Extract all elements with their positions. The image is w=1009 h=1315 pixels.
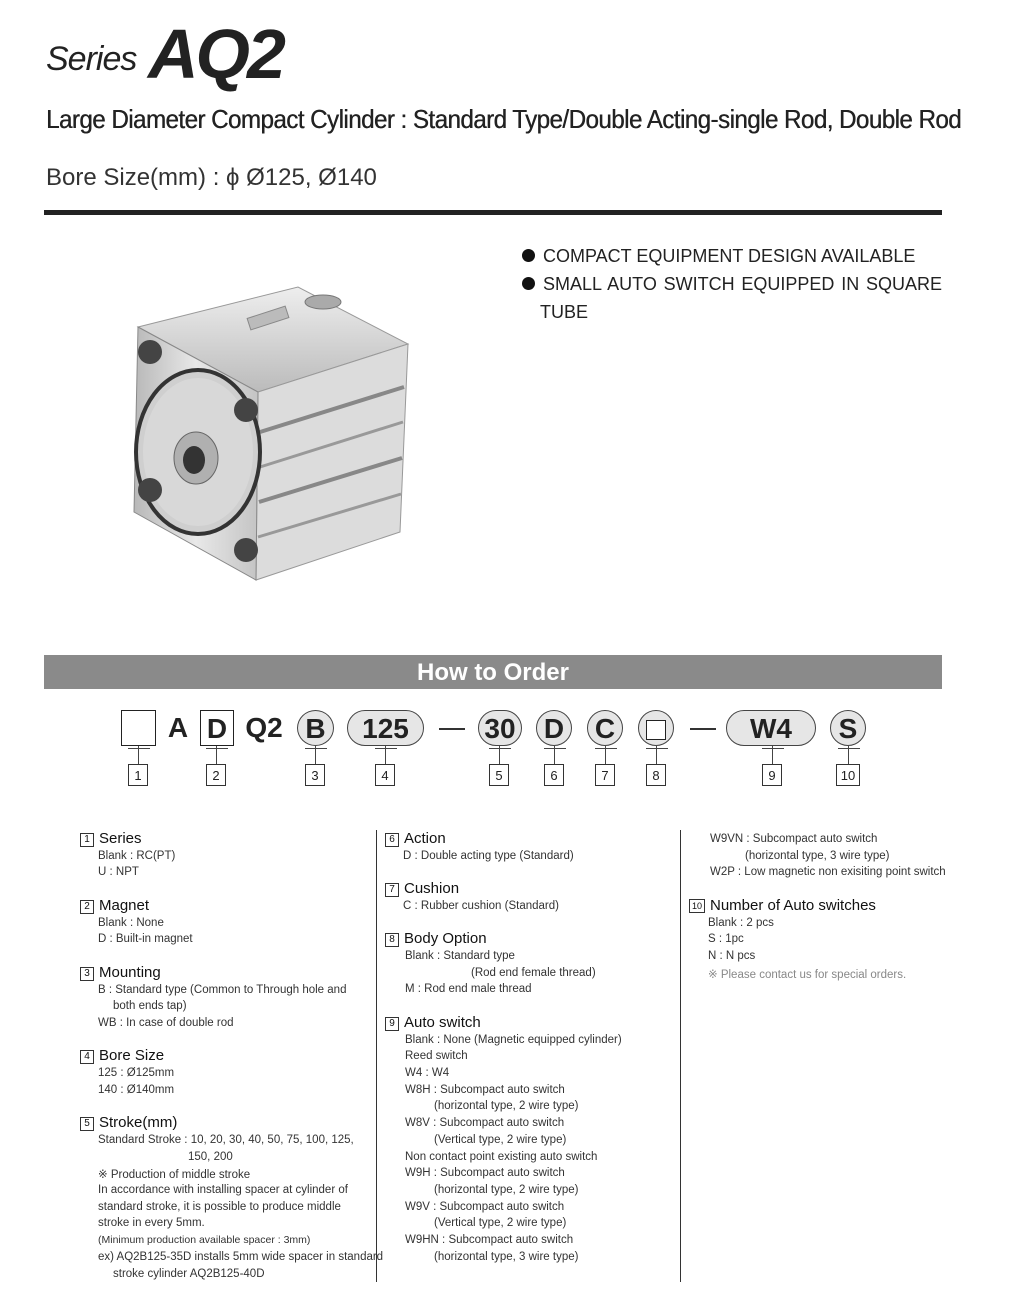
code-magnet: D <box>200 710 234 746</box>
order-number: 8 <box>646 764 666 786</box>
series-word: Series <box>46 40 137 78</box>
connector <box>595 748 617 749</box>
spec-line: W9V : Subcompact auto switch <box>405 1201 565 1213</box>
spec-line: W4 : W4 <box>405 1067 450 1079</box>
spec-line: Blank : 2 pcs <box>708 917 774 929</box>
spec-line: W8H : Subcompact auto switch <box>405 1084 565 1096</box>
spec-line: Blank : None <box>98 917 164 929</box>
code-q2: Q2 <box>245 712 283 743</box>
spec-line: (Vertical type, 2 wire type) <box>434 1134 567 1146</box>
spec-line: stroke cylinder AQ2B125-40D <box>113 1268 265 1280</box>
connector <box>646 748 668 749</box>
model-name: AQ2 <box>148 15 283 93</box>
connector <box>544 748 566 749</box>
spec-line: ex) AQ2B125-35D installs 5mm wide spacer in standard <box>98 1251 384 1263</box>
code-bore: 125 <box>347 710 424 746</box>
connector <box>838 748 860 749</box>
code-separator <box>690 728 716 730</box>
special-order-note: ※ Please contact us for special orders. <box>708 969 907 981</box>
feature-item-continued: TUBE <box>540 302 589 322</box>
code-body-option <box>638 710 674 746</box>
feature-item: SMALL AUTO SWITCH EQUIPPED IN SQUARE <box>522 274 942 295</box>
code-switch-count: S <box>830 710 866 746</box>
section-magnet: 2 Magnet <box>80 897 149 914</box>
connector <box>305 748 327 749</box>
spec-line: W9VN : Subcompact auto switch <box>710 833 878 845</box>
spec-line: (Minimum production available spacer : 3mm) <box>98 1234 311 1246</box>
order-number: 9 <box>762 764 782 786</box>
header-rule <box>44 210 942 215</box>
connector <box>128 748 150 749</box>
spec-line: WB : In case of double rod <box>98 1017 234 1029</box>
column-divider <box>680 830 681 1282</box>
spec-line: ※ Production of middle stroke <box>98 1169 251 1181</box>
spec-line: (horizontal type, 2 wire type) <box>434 1100 579 1112</box>
spec-line: Blank : RC(PT) <box>98 850 176 862</box>
connector <box>762 748 784 749</box>
spec-line: both ends tap) <box>113 1000 187 1012</box>
spec-line: Non contact point existing auto switch <box>405 1151 598 1163</box>
feature-item: COMPACT EQUIPMENT DESIGN AVAILABLE <box>522 246 915 267</box>
spec-line: (Vertical type, 2 wire type) <box>434 1217 567 1229</box>
spec-line: N : N pcs <box>708 950 756 962</box>
empty-box-icon <box>646 720 666 740</box>
bullet-icon <box>522 277 535 290</box>
spec-line: S : 1pc <box>708 933 744 945</box>
spec-line: Blank : None (Magnetic equipped cylinder) <box>405 1034 622 1046</box>
bullet-icon <box>522 249 535 262</box>
order-number: 3 <box>305 764 325 786</box>
spec-line: (horizontal type, 3 wire type) <box>745 850 890 862</box>
order-number: 5 <box>489 764 509 786</box>
order-number: 1 <box>128 764 148 786</box>
spec-line: (horizontal type, 2 wire type) <box>434 1184 579 1196</box>
order-number: 6 <box>544 764 564 786</box>
section-series: 1 Series <box>80 830 142 847</box>
spec-line: stroke in every 5mm. <box>98 1217 205 1229</box>
spec-line: 125 : Ø125mm <box>98 1067 175 1079</box>
order-number: 2 <box>206 764 226 786</box>
spec-line: standard stroke, it is possible to produce middle <box>98 1201 341 1213</box>
order-number: 10 <box>836 764 860 786</box>
section-auto-switch: 9 Auto switch <box>385 1014 481 1031</box>
spec-line: W9HN : Subcompact auto switch <box>405 1234 574 1246</box>
code-action: D <box>536 710 572 746</box>
code-stroke: 30 <box>478 710 522 746</box>
column-divider <box>376 830 377 1282</box>
spec-line: 140 : Ø140mm <box>98 1084 175 1096</box>
spec-line: C : Rubber cushion (Standard) <box>403 900 559 912</box>
connector <box>489 748 511 749</box>
code-mounting: B <box>297 710 334 746</box>
connector <box>206 748 228 749</box>
spec-line: W2P : Low magnetic non exisiting point switch <box>710 866 946 878</box>
bore-size: Bore Size(mm) : ϕ Ø125, Ø140 <box>46 164 377 191</box>
section-body-option: 8 Body Option <box>385 930 487 947</box>
order-number: 4 <box>375 764 395 786</box>
code-a: A <box>167 712 189 743</box>
how-to-order-title: How to Order <box>44 655 942 689</box>
section-mounting: 3 Mounting <box>80 964 161 981</box>
spec-line: B : Standard type (Common to Through hole and <box>98 984 347 996</box>
code-auto-switch: W4 <box>726 710 816 746</box>
code-blank-box <box>121 710 156 746</box>
section-number-of-auto-switches: 10 Number of Auto switches <box>689 897 876 914</box>
order-number: 7 <box>595 764 615 786</box>
code-cushion: C <box>587 710 623 746</box>
spec-line: D : Double acting type (Standard) <box>403 850 574 862</box>
code-separator <box>439 728 465 730</box>
section-bore-size: 4 Bore Size <box>80 1047 164 1064</box>
cylinder-product-image <box>128 282 412 582</box>
spec-line: Blank : Standard type <box>405 950 515 962</box>
spec-line: Reed switch <box>405 1050 468 1062</box>
spec-line: U : NPT <box>98 866 139 878</box>
spec-line: (Rod end female thread) <box>471 967 596 979</box>
page-subtitle: Large Diameter Compact Cylinder : Standard Type/Double Acting-single Rod, Double Rod <box>46 104 962 134</box>
spec-line: (horizontal type, 3 wire type) <box>434 1251 579 1263</box>
spec-line: W9H : Subcompact auto switch <box>405 1167 565 1179</box>
spec-line: D : Built-in magnet <box>98 933 193 945</box>
spec-line: Standard Stroke : 10, 20, 30, 40, 50, 75, 100, 125, <box>98 1134 354 1146</box>
spec-line: 150, 200 <box>188 1151 233 1163</box>
section-action: 6 Action <box>385 830 446 847</box>
section-cushion: 7 Cushion <box>385 880 459 897</box>
connector <box>375 748 397 749</box>
spec-line: M : Rod end male thread <box>405 983 532 995</box>
section-stroke: 5 Stroke(mm) <box>80 1114 177 1131</box>
spec-line: W8V : Subcompact auto switch <box>405 1117 565 1129</box>
spec-line: In accordance with installing spacer at cylinder of <box>98 1184 348 1196</box>
